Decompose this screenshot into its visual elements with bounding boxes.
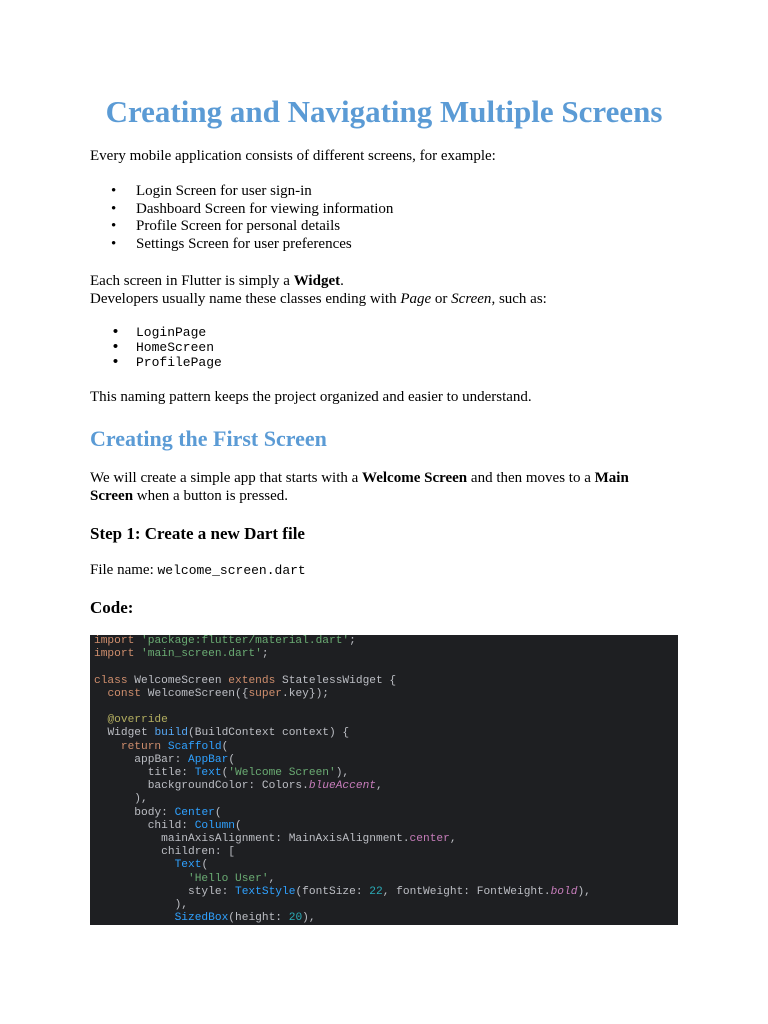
section-paragraph [90, 470, 670, 505]
page-title: Creating and Navigating Multiple Screens [105, 94, 663, 129]
bold-text: Main [594, 470, 629, 486]
text-run: and then moves to a [467, 470, 595, 486]
bold-text: Widget [293, 273, 341, 289]
text-run: Each screen in Flutter is simply a [90, 273, 294, 289]
intro-paragraph: Every mobile application consists of different screens, for example: [90, 148, 496, 164]
naming-note: This naming pattern keeps the project organized and easier to understand. [90, 389, 532, 405]
widget-paragraph [90, 273, 670, 308]
list-item: • Dashboard Screen for viewing information [90, 201, 393, 219]
file-name: welcome_screen.dart [157, 563, 306, 578]
code-text: import 'package:flutter/material.dart'; import 'main_screen.dart'; class WelcomeScreen extends StatelessWidget { const WelcomeScreen({super.key}); @override Widget build(BuildContext context) { return Scaffold( appBar: AppBar( title: Text('Welcome Screen'), backgroundColor: Colors.blueAccent, ), body: Center( child: Column( mainAxisAlignment: MainAxisAlignment.center, children: [ Text( 'Hello User', style: TextStyle(fontSize: 22, fontWeight: FontWeight.bold), ), SizedBox(height: 20), [94, 635, 591, 925]
text-run: We will create a simple app that starts with a [90, 470, 363, 486]
class-names-list [90, 325, 222, 370]
text-run: . [340, 273, 344, 289]
bold-text: Screen [90, 487, 134, 504]
file-name-line [90, 562, 670, 580]
list-item: • Login Screen for user sign-in [90, 183, 393, 201]
file-label: File name: [90, 562, 158, 578]
list-item: • LoginPage [90, 325, 222, 340]
list-item: • Profile Screen for personal details [90, 218, 393, 236]
text-run: or [431, 290, 452, 307]
list-item: • ProfilePage [90, 355, 222, 370]
text-run: when a button is pressed. [133, 487, 289, 504]
italic-text: Screen [451, 290, 492, 307]
text-run: , such as: [491, 290, 547, 307]
step-heading: Step 1: Create a new Dart file [90, 524, 305, 543]
italic-text: Page [400, 290, 432, 307]
code-block [90, 635, 678, 925]
section-heading: Creating the First Screen [90, 426, 327, 451]
code-heading: Code: [90, 598, 134, 617]
screens-list [90, 183, 393, 253]
list-item: • Settings Screen for user preferences [90, 236, 393, 254]
list-item: • HomeScreen [90, 340, 222, 355]
bold-text: Welcome Screen [362, 470, 468, 486]
text-run: Developers usually name these classes ending with [90, 290, 401, 307]
